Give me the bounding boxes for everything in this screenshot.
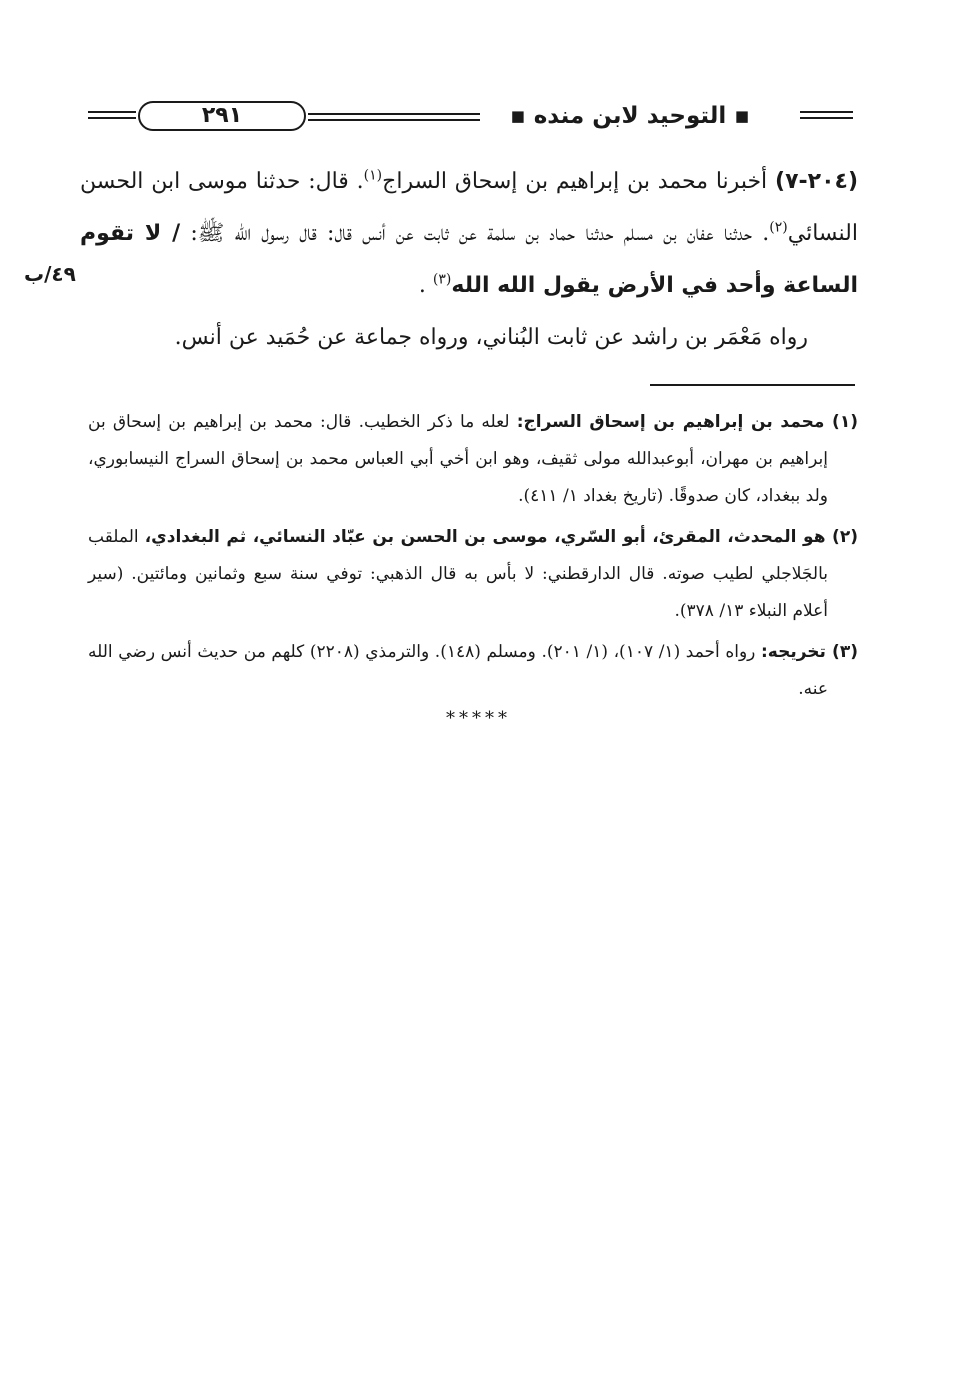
footnote-text: رواه أحمد (١/ ١٠٧)، (١/ ٢٠١). ومسلم (١٤٨). والترمذي (٢٢٠٨) كلهم من حديث أنس رضي الله عنه. [88, 642, 828, 699]
header-rule-right-2 [800, 117, 853, 119]
isnad-part-1: أخبرنا محمد بن إبراهيم بن إسحاق السراج [382, 169, 775, 194]
footnote-label: (١) محمد بن إبراهيم بن إسحاق السراج: [516, 412, 858, 432]
isnad-part-2: . قال: حدثنا موسى ابن الحسن النسائي [80, 169, 858, 246]
footnote-text: لعله ما ذكر الخطيب. قال: محمد بن إبراهيم بن إسحاق بن إبراهيم بن مهران، أبوعبدالله مولى ثقيف، وهو ابن أخي أبي العباس محمد بن إسحاق السراج النيسابوري، ولد ببغداد، كان صدوقًا. (تاريخ بغداد ١/ ٤١١). [88, 412, 828, 506]
header-rule-left [88, 111, 136, 113]
footnote-label: (٢) هو المحدث، المقرئ، أبو السّري، موسى بن الحسن بن عبّاد النسائي، ثم البغدادي، [144, 527, 858, 547]
hadith-text [80, 156, 858, 312]
page-header [88, 96, 853, 140]
footnote-3 [88, 634, 858, 708]
footnote-1 [88, 404, 858, 515]
hadith-number: (٢٠٤-٧) [775, 169, 858, 194]
footnote-text: الملقب بالجَلاجلي لطيب صوته. قال الدارقطني: لا بأس به قال الذهبي: توفي سنة سبع وثمانين ومائتين. (سير أعلام النبلاء ١٣/ ٣٧٨). [88, 527, 828, 621]
narration-note: رواه مَعْمَر بن راشد عن ثابت البُناني، ورواه جماعة عن حُمَيد عن أنس. [174, 325, 808, 350]
isnad-part-3: . حدثنا عفان بن مسلم حدثنا حماد بن سلمة عن ثابت عن أنس قال: قال رسول الله ﷺ: [180, 221, 770, 246]
hadith-paragraph [80, 156, 858, 312]
footnote-separator [650, 384, 855, 386]
isnad-end: . [418, 273, 433, 298]
section-end-stars: ***** [446, 708, 511, 729]
page-number: ٢٩١ [138, 101, 306, 131]
header-rule-left-2 [88, 117, 136, 119]
manuscript-folio-note: ٤٩/ب [24, 262, 76, 286]
footnote-label: (٣) تخريجه: [760, 642, 858, 662]
running-title: ▪ التوحيد لابن منده ▪ [480, 101, 780, 131]
footnote-ref-1: (١) [363, 167, 383, 184]
footnote-ref-3: (٣) [432, 271, 452, 288]
header-rule-right [800, 111, 853, 113]
footnotes [88, 404, 858, 712]
hadith-matn: / لا تقوم الساعة وأحد في الأرض يقول الله الله [80, 221, 858, 298]
footnote-2 [88, 519, 858, 630]
footnote-ref-2: (٢) [769, 219, 788, 236]
